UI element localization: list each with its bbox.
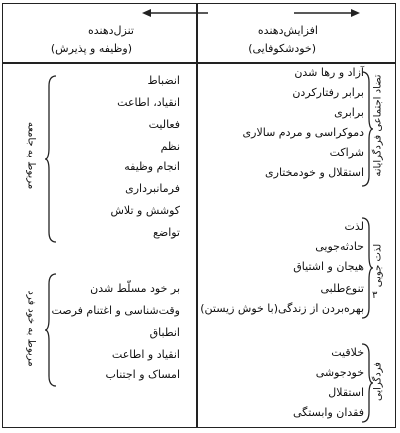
- list-item: هیجان و اشتیاق: [293, 260, 364, 273]
- list-item: انطباق: [149, 326, 180, 339]
- header-left-subtitle: (وظیفه و پذیرش): [50, 42, 132, 55]
- list-item: انضباط: [147, 74, 180, 87]
- group-brace: [44, 272, 58, 388]
- list-item: تواضع: [153, 226, 180, 239]
- list-item: دموکراسی و مردم سالاری: [242, 126, 364, 139]
- list-item: استقلال و خودمختاری: [265, 166, 364, 179]
- list-item: فرمانبرداری: [125, 182, 180, 195]
- list-item: فقدان وابستگی: [292, 406, 364, 419]
- list-item: برابر رفتارکردن: [292, 86, 364, 99]
- group-label: مربوط به جامعه: [25, 121, 37, 190]
- arrow-right-icon: [292, 8, 362, 18]
- list-item: بهره‌بردن از زندگی(با خوش زیستن): [200, 302, 364, 315]
- list-item: بر خود مسلّط شدن: [90, 282, 180, 295]
- group-label: تضاد اجتماعی فردگرایانه: [372, 74, 384, 177]
- group-label: فردگرایی: [372, 362, 384, 401]
- arrow-left-icon: [140, 8, 210, 18]
- group-number: ۳: [372, 290, 378, 301]
- header-right-subtitle: (خودشکوفایی): [248, 42, 316, 55]
- list-item: شراکت: [329, 146, 364, 159]
- header-right-title: افزایش‌دهنده: [257, 24, 318, 37]
- header-divider: [2, 62, 396, 64]
- list-item: خودجوشی: [315, 366, 364, 379]
- column-divider: [196, 3, 198, 428]
- list-item: حادثه‌جویی: [315, 240, 364, 253]
- list-item: لذت: [344, 220, 364, 233]
- list-item: برابری: [334, 106, 364, 119]
- list-item: آزاد و رها شدن: [294, 66, 364, 79]
- header-left-title: تنزل‌دهنده: [88, 24, 134, 37]
- list-item: وقت‌شناسی و اغتنام فرصت: [51, 304, 180, 317]
- group-label: مربوط به خود فرد: [25, 290, 37, 367]
- list-item: نظم: [160, 140, 180, 153]
- list-item: تنوع‌طلبی: [320, 282, 364, 295]
- group-brace: [44, 74, 58, 244]
- group-label: لذت جویی: [372, 243, 384, 288]
- list-item: فعالیت: [148, 118, 180, 131]
- list-item: امساک و اجتناب: [105, 368, 180, 381]
- list-item: استقلال: [328, 386, 364, 399]
- list-item: انجام وظیفه: [124, 160, 180, 173]
- list-item: کوشش و تلاش: [110, 204, 180, 217]
- list-item: انقیاد، اطاعت: [117, 96, 180, 109]
- list-item: انقیاد و اطاعت: [111, 348, 180, 361]
- list-item: خلاقیت: [331, 346, 364, 359]
